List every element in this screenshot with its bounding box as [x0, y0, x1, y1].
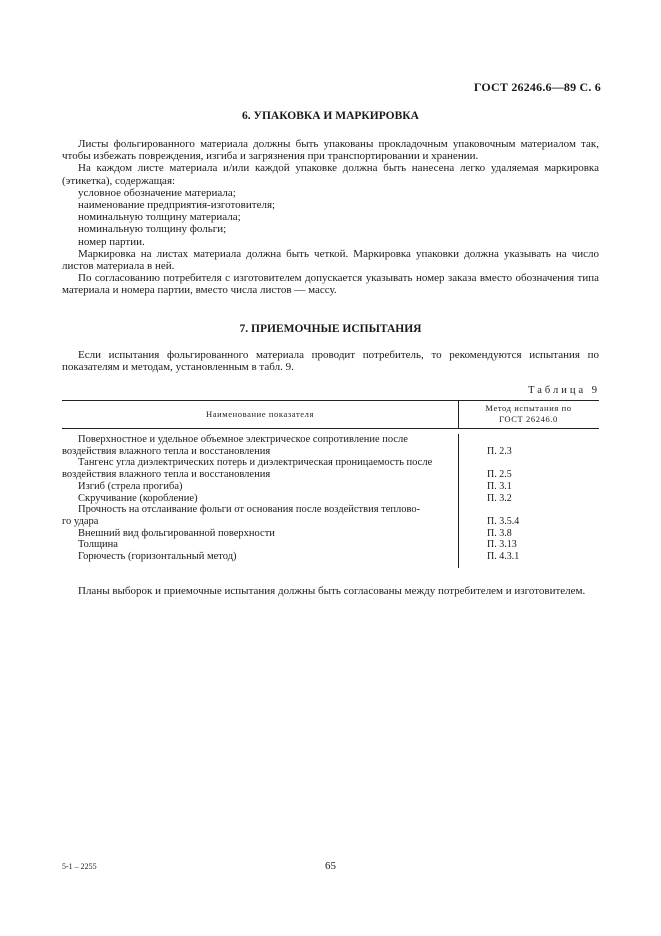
list-item: номер партии.: [78, 235, 145, 248]
paragraph-marking-clarity: Маркировка на листах материала должна быть четкой. Маркировка упаковки должна указывать на число листов материала в ней.: [62, 247, 599, 273]
section-7-title: 7. ПРИЕМОЧНЫЕ ИСПЫТАНИЯ: [239, 323, 422, 335]
table-top-rule: [62, 400, 599, 401]
row-name-line: воздействия влажного тепла и восстановления: [62, 469, 271, 481]
paragraph-agreement: По согласованию потребителя с изготовителем допускается указывать номер заказа вместо обозначения типа материала и номера партии, вместо числа листов — массу.: [62, 272, 599, 297]
list-item: условное обозначение материала;: [78, 186, 236, 199]
row-method: П. 2.3: [487, 445, 512, 457]
table-row: [62, 539, 599, 551]
row-method: П. 3.13: [487, 539, 517, 551]
row-name-line: Прочность на отслаивание фольги от основания после воздействия теплово-: [78, 504, 421, 516]
standard-header: ГОСТ 26246.6—89 С. 6: [473, 80, 601, 94]
list-item: номинальную толщину фольги;: [78, 223, 227, 236]
row-method: П. 3.2: [487, 492, 512, 504]
row-name-line: Внешний вид фольгированной поверхности: [78, 527, 275, 539]
table-row: [62, 504, 599, 527]
row-name-line: Изгиб (стрела прогиба): [78, 480, 183, 492]
column-header-method-line2: ГОСТ 26246.0: [499, 414, 558, 424]
row-method: П. 4.3.1: [487, 551, 520, 563]
paragraph-sampling-plans: Планы выборок и приемочные испытания должны быть согласованы между потребителем и изготовителем.: [78, 585, 586, 597]
paragraph-tests-intro: Если испытания фольгированного материала проводит потребитель, то рекомендуются испытания по показателям и методам, установленным в табл. 9.: [62, 349, 599, 374]
column-header-method-line1: Метод испытания по: [485, 403, 572, 413]
print-code: 5-1 – 2255: [62, 862, 97, 871]
paragraph-marking: На каждом листе материала и/или каждой упаковке должна быть нанесена легко удаляемая маркировка (этикетка), содержащая:: [62, 162, 599, 187]
row-method: П. 3.5.4: [487, 515, 520, 527]
list-item: номинальную толщину материала;: [78, 211, 241, 224]
table-row: [62, 434, 599, 457]
table-row: [62, 528, 599, 540]
table-row: [62, 551, 599, 563]
table-row: [62, 493, 599, 505]
row-name-line: воздействия влажного тепла и восстановления: [62, 445, 271, 457]
section-6-title: 6. УПАКОВКА И МАРКИРОВКА: [242, 110, 419, 122]
row-name-line: Скручивание (коробление): [78, 492, 198, 504]
row-method: П. 3.8: [487, 527, 512, 539]
table-header-rule: [62, 428, 599, 429]
section-7-closing: [62, 585, 599, 597]
section-7-intro: [62, 349, 599, 373]
column-header-indicator: Наименование показателя: [205, 409, 314, 419]
row-name-line: Толщина: [78, 539, 118, 551]
table-row: [62, 457, 599, 480]
row-name-line: Горючесть (горизонтальный метод): [78, 551, 237, 563]
list-item: наименование предприятия-изготовителя;: [78, 199, 276, 212]
table-caption: Таблица 9: [528, 385, 600, 396]
row-name-line: Поверхностное и удельное объемное электрическое сопротивление после: [78, 434, 408, 445]
row-name-line: Тангенс угла диэлектрических потерь и диэлектрическая проницаемость после: [78, 457, 433, 469]
table-row: [62, 481, 599, 493]
paragraph-packing: Листы фольгированного материала должны быть упакованы прокладочным упаковочным материалом так, чтобы избежать повреждения, изгиба и загрязнения при транспортировании и хранении.: [62, 138, 599, 163]
row-method: П. 3.1: [487, 480, 512, 492]
page-number: 65: [325, 860, 336, 872]
column-header-method: [458, 403, 599, 425]
row-name-line: го удара: [62, 515, 99, 527]
table-body: [62, 434, 599, 563]
section-6-body: [62, 138, 599, 297]
row-method: П. 2.5: [487, 469, 512, 481]
